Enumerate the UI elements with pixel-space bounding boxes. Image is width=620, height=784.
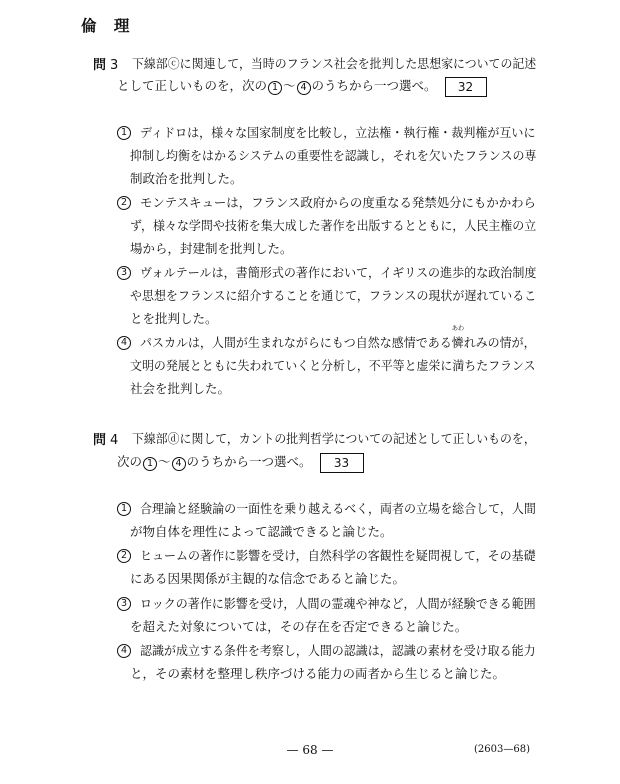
q3-option-1-number: 1 [117, 126, 131, 140]
q4-option-1-number: 1 [117, 502, 131, 516]
q4-option-1-line2: が物自体を理性によって認識できると論じた。 [130, 524, 393, 539]
q3-option-2-line2: ず，様々な学問や技術を集大成した著作を出版するとともに，人民主権の立 [130, 218, 537, 233]
q3-option-2-number: 2 [117, 196, 131, 210]
q3-option-2-line3: 場から，封建制を批判した。 [130, 241, 293, 256]
q3-option-3-line1: ヴォルテールは，書簡形式の著作において，イギリスの進歩的な政治制度 [140, 265, 537, 280]
q4-option-2-number: 2 [117, 549, 131, 563]
question-4-number: 4 [110, 433, 119, 448]
question-4-stem-pre: 次の [117, 454, 143, 469]
q3-option-3-line3: とを批判した。 [130, 311, 218, 326]
q4-option-4-line1: 認識が成立する条件を考察し，人間の認識は，認識の素材を受け取る能力 [140, 643, 536, 658]
question-3-stem-pre: として正しいものを，次の [117, 78, 268, 93]
q3-option-1-line1: ディドロは，様々な国家制度を比較し，立法権・執行権・裁判権が互いに [140, 125, 536, 140]
q3-option-1-line3: 制政治を批判した。 [130, 171, 243, 186]
q4-option-4-line2: と，その素材を整理し秩序づける能力の両者から生じると論じた。 [130, 666, 506, 681]
page-heading: 倫 理 [81, 17, 136, 35]
q4-option-2-line1: ヒュームの著作に影響を受け，自然科学の客観性を疑問視して，その基礎 [140, 548, 536, 563]
question-4-stem-line2 [117, 452, 364, 473]
q4-option-1-line1: 合理論と経験論の一面性を乗り越えるべく，両者の立場を総合して，人間 [140, 501, 536, 516]
question-3-number: 3 [110, 58, 119, 73]
q4-option-4-number: 4 [117, 644, 131, 658]
answer-box-32: 32 [445, 77, 487, 97]
question-3-range-from: 1 [268, 81, 282, 95]
q3-option-4-line3: 社会を批判した。 [130, 381, 231, 396]
question-3-mark: 問 [93, 58, 107, 73]
q3-option-4-line1-pre: パスカルは，人間が生まれながらにもつ自然な感情である [140, 335, 452, 350]
ruby-base-char: 憐 [451, 335, 464, 350]
question-3-stem-line1: 下線部ⓒに関連して，当時のフランス社会を批判した思想家についての記述 [132, 56, 537, 71]
page-code: (2603—68) [474, 744, 530, 755]
q4-option-2-line2: にある因果関係が主観的な信念であると論じた。 [130, 571, 406, 586]
question-4-range-sep: ～ [158, 454, 171, 469]
ruby-reading: あわ [451, 324, 465, 332]
question-3-stem-line2 [117, 76, 487, 97]
q3-option-3-line2: や思想をフランスに紹介することを通じて，フランスの現状が遅れているこ [130, 288, 537, 303]
q3-option-4-number: 4 [117, 336, 131, 350]
ruby-word [451, 324, 465, 351]
q3-option-4-line2: 文明の発展とともに失われていくと分析し，不平等と虚栄に満ちたフランス [130, 358, 536, 373]
q3-option-2-line1: モンテスキューは，フランス政府からの度重なる発禁処分にもかかわら [140, 195, 536, 210]
q3-option-4-line1 [140, 324, 536, 351]
question-4-stem-post: のうちから一つ選べ。 [186, 454, 312, 469]
page-number: — 68 — [286, 743, 334, 757]
q3-option-1-line2: 抑制し均衡をはかるシステムの重要性を認識し，それを欠いたフランスの専 [130, 148, 537, 163]
question-4-range-to: 4 [172, 457, 186, 471]
question-3-stem-post: のうちから一つ選べ。 [311, 78, 437, 93]
question-3-label [93, 54, 118, 73]
question-4-mark: 問 [93, 433, 107, 448]
q3-option-4-line1-post: れみの情が， [463, 335, 536, 350]
question-4-range-from: 1 [143, 457, 157, 471]
q3-option-3-number: 3 [117, 266, 131, 280]
q4-option-3-number: 3 [117, 597, 131, 611]
answer-box-33: 33 [320, 453, 364, 473]
q4-option-3-line1: ロックの著作に影響を受け，人間の霊魂や神など，人間が経験できる範囲 [140, 596, 536, 611]
question-3-range-to: 4 [297, 81, 311, 95]
question-4-stem-line1: 下線部ⓓに関して，カントの批判哲学についての記述として正しいものを， [132, 431, 536, 446]
question-3-range-sep: ～ [283, 78, 296, 93]
q4-option-3-line2: を超えた対象については，その存在を否定できると論じた。 [130, 619, 468, 634]
question-4-label [93, 429, 118, 448]
